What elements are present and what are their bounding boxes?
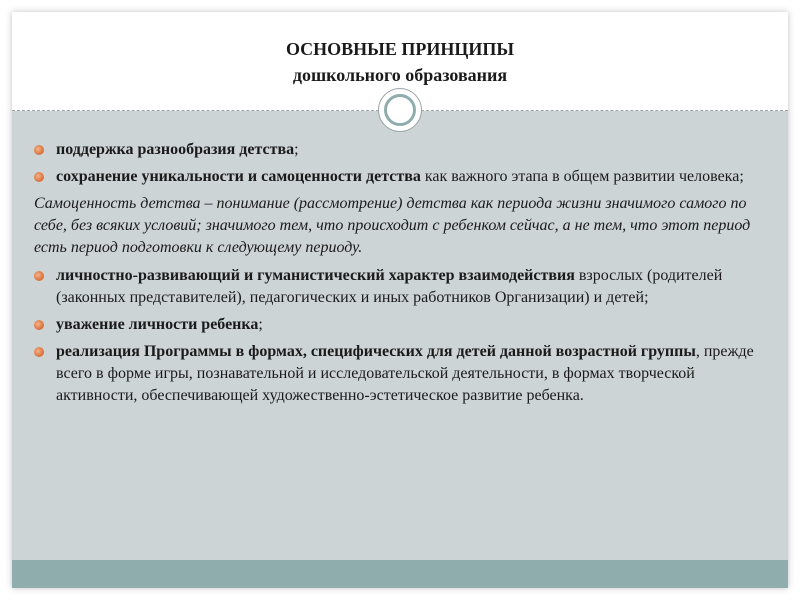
bullet-icon — [34, 320, 44, 330]
slide-footer-bar — [12, 560, 788, 588]
title-line-1: ОСНОВНЫЕ ПРИНЦИПЫ — [285, 39, 515, 59]
circle-ring — [384, 94, 416, 126]
bullet-icon — [34, 145, 44, 155]
bullet-icon — [34, 347, 44, 357]
item-text: ; — [294, 141, 299, 158]
item-text: ; — [258, 316, 263, 333]
list-item — [34, 265, 764, 309]
bullet-icon — [34, 271, 44, 281]
item-bold: уважение личности ребенка — [56, 316, 259, 333]
bullet-icon — [34, 172, 44, 182]
list-item — [34, 139, 764, 161]
circle-ornament-icon — [378, 88, 422, 132]
item-text: , прежде всего в форме игры, познавательной и исследовательской деятельности, в формах творческой активности, обеспечивающей художественно-эстетическое развитие ребенка. — [56, 343, 754, 404]
item-bold: сохранение уникальности и самоценности детства — [56, 168, 421, 185]
slide — [12, 12, 788, 588]
slide-title — [12, 36, 788, 88]
principles-list — [34, 139, 764, 412]
content-area — [12, 111, 788, 560]
item-bold: реализация Программы в формах, специфических для детей данной возрастной группы — [56, 343, 696, 360]
item-text: как важного этапа в общем развитии человека; — [420, 168, 744, 185]
list-item — [34, 341, 764, 407]
item-text: взрослых (родителей (законных представителей), педагогических и иных работников Организации) и детей; — [56, 267, 723, 306]
item-bold: поддержка разнообразия детства — [56, 141, 295, 158]
list-item — [34, 166, 764, 188]
title-line-2: дошкольного образования — [292, 65, 508, 85]
definition-note: Самоценность детства – понимание (рассмотрение) детства как периода жизни значимого самого по себе, без всяких условий; значимого тем, что происходит с ребенком сейчас, а не тем, что этот период есть период подготовки к следующему периоду. — [34, 195, 751, 256]
list-item — [34, 314, 764, 336]
item-bold: личностно-развивающий и гуманистический характер взаимодействия — [56, 267, 575, 284]
